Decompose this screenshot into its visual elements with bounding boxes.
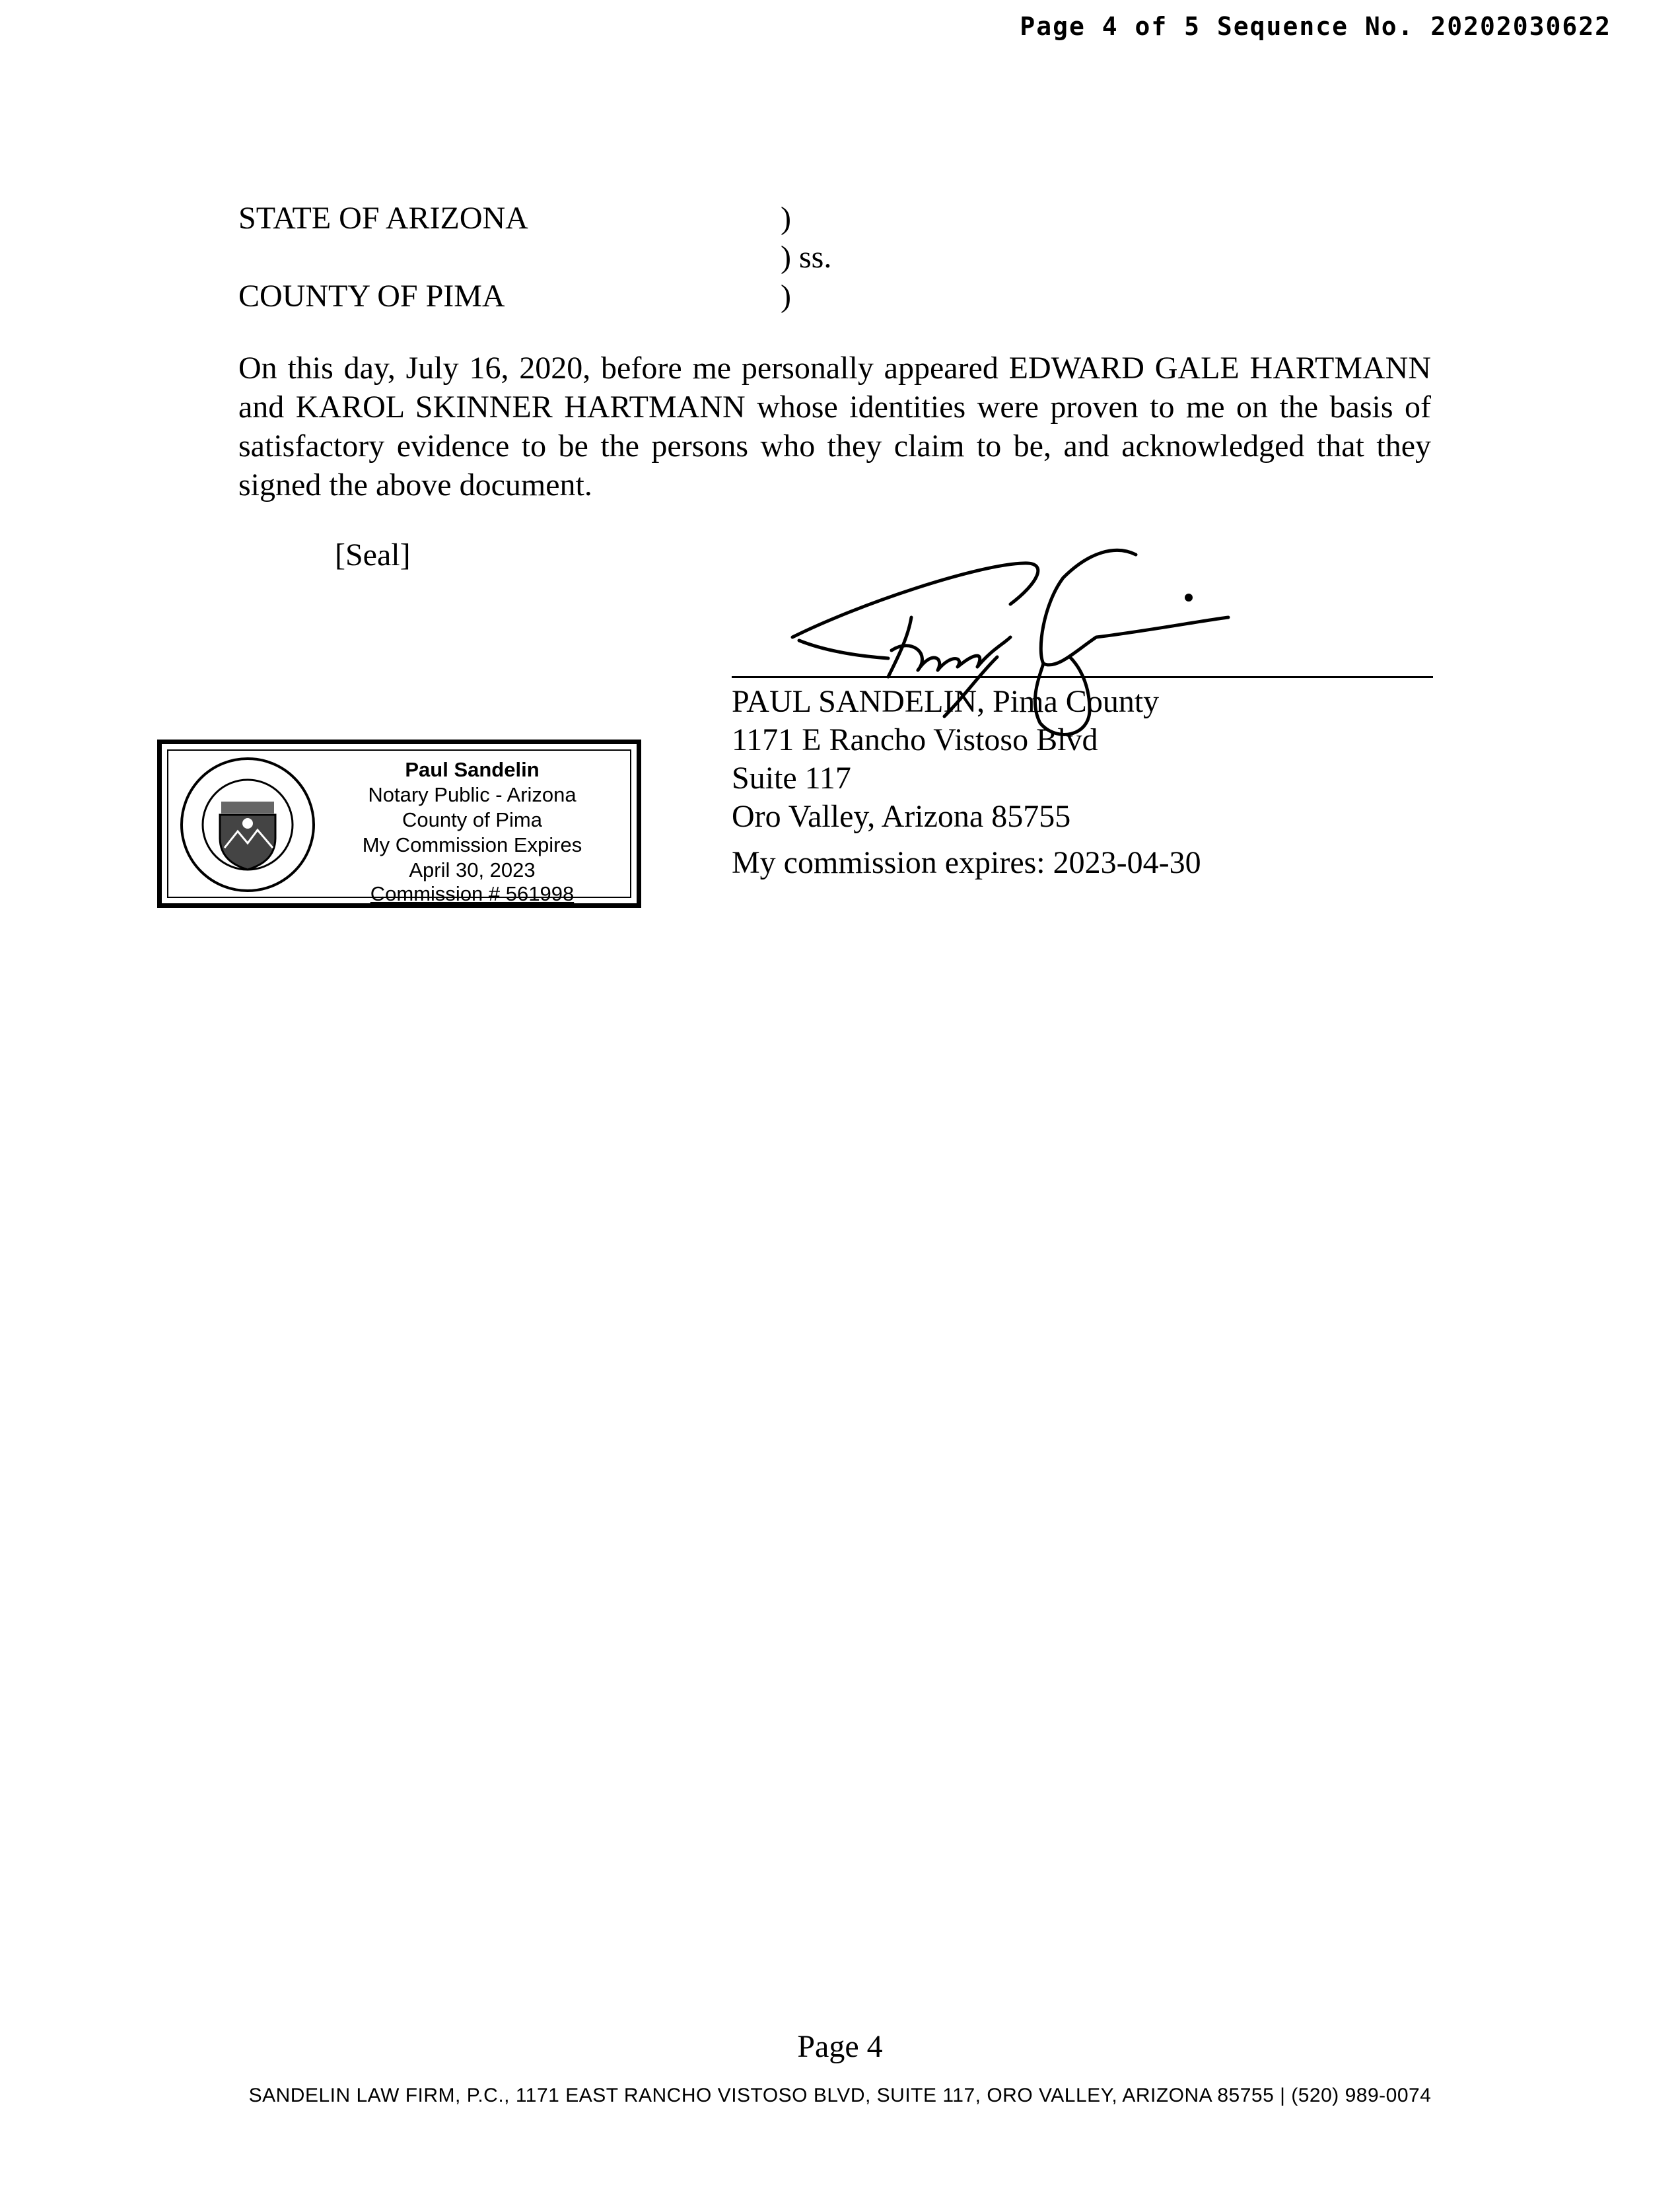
venue-state: STATE OF ARIZONA: [238, 201, 528, 236]
acknowledgment-paragraph: On this day, July 16, 2020, before me personally appeared EDWARD GALE HARTMANN and KAROL SKINNER HARTMANN whose identities were proven to me on the basis of satisfactory evidence to be the persons who they claim to be, and acknowledged that they signed the above document.: [238, 351, 1431, 502]
notary-commission-line: My commission expires: 2023-04-30: [732, 845, 1201, 880]
notary-address-line1: 1171 E Rancho Vistoso Blvd: [732, 722, 1098, 757]
firm-footer: SANDELIN LAW FIRM, P.C., 1171 EAST RANCHO VISTOSO BLVD, SUITE 117, ORO VALLEY, ARIZONA 85755 | (520) 989-0074: [248, 2085, 1432, 2106]
notary-name-line: PAUL SANDELIN, Pima County: [732, 684, 1160, 719]
notary-address-line2: Suite 117: [732, 761, 851, 796]
stamp-name: Paul Sandelin: [405, 758, 540, 781]
venue-paren-ss: ) ss.: [781, 240, 832, 275]
notary-city-line: Oro Valley, Arizona 85755: [732, 799, 1071, 834]
stamp-expires-date: April 30, 2023: [409, 858, 536, 881]
venue-paren-bottom: ): [781, 279, 791, 314]
seal-label: [Seal]: [335, 537, 411, 572]
signature-line: [732, 676, 1433, 678]
stamp-county: County of Pima: [402, 808, 542, 831]
venue-paren-top: ): [781, 201, 791, 236]
page-number: Page 4: [797, 2029, 883, 2064]
stamp-commission-number: Commission # 561998: [370, 882, 575, 905]
stamp-expires-label: My Commission Expires: [362, 833, 582, 856]
notary-stamp: [157, 740, 641, 908]
stamp-title: Notary Public - Arizona: [368, 783, 577, 806]
sequence-header: Page 4 of 5 Sequence No. 20202030622: [1020, 12, 1611, 41]
state-seal-icon: [175, 752, 320, 897]
venue-county: COUNTY OF PIMA: [238, 279, 505, 314]
